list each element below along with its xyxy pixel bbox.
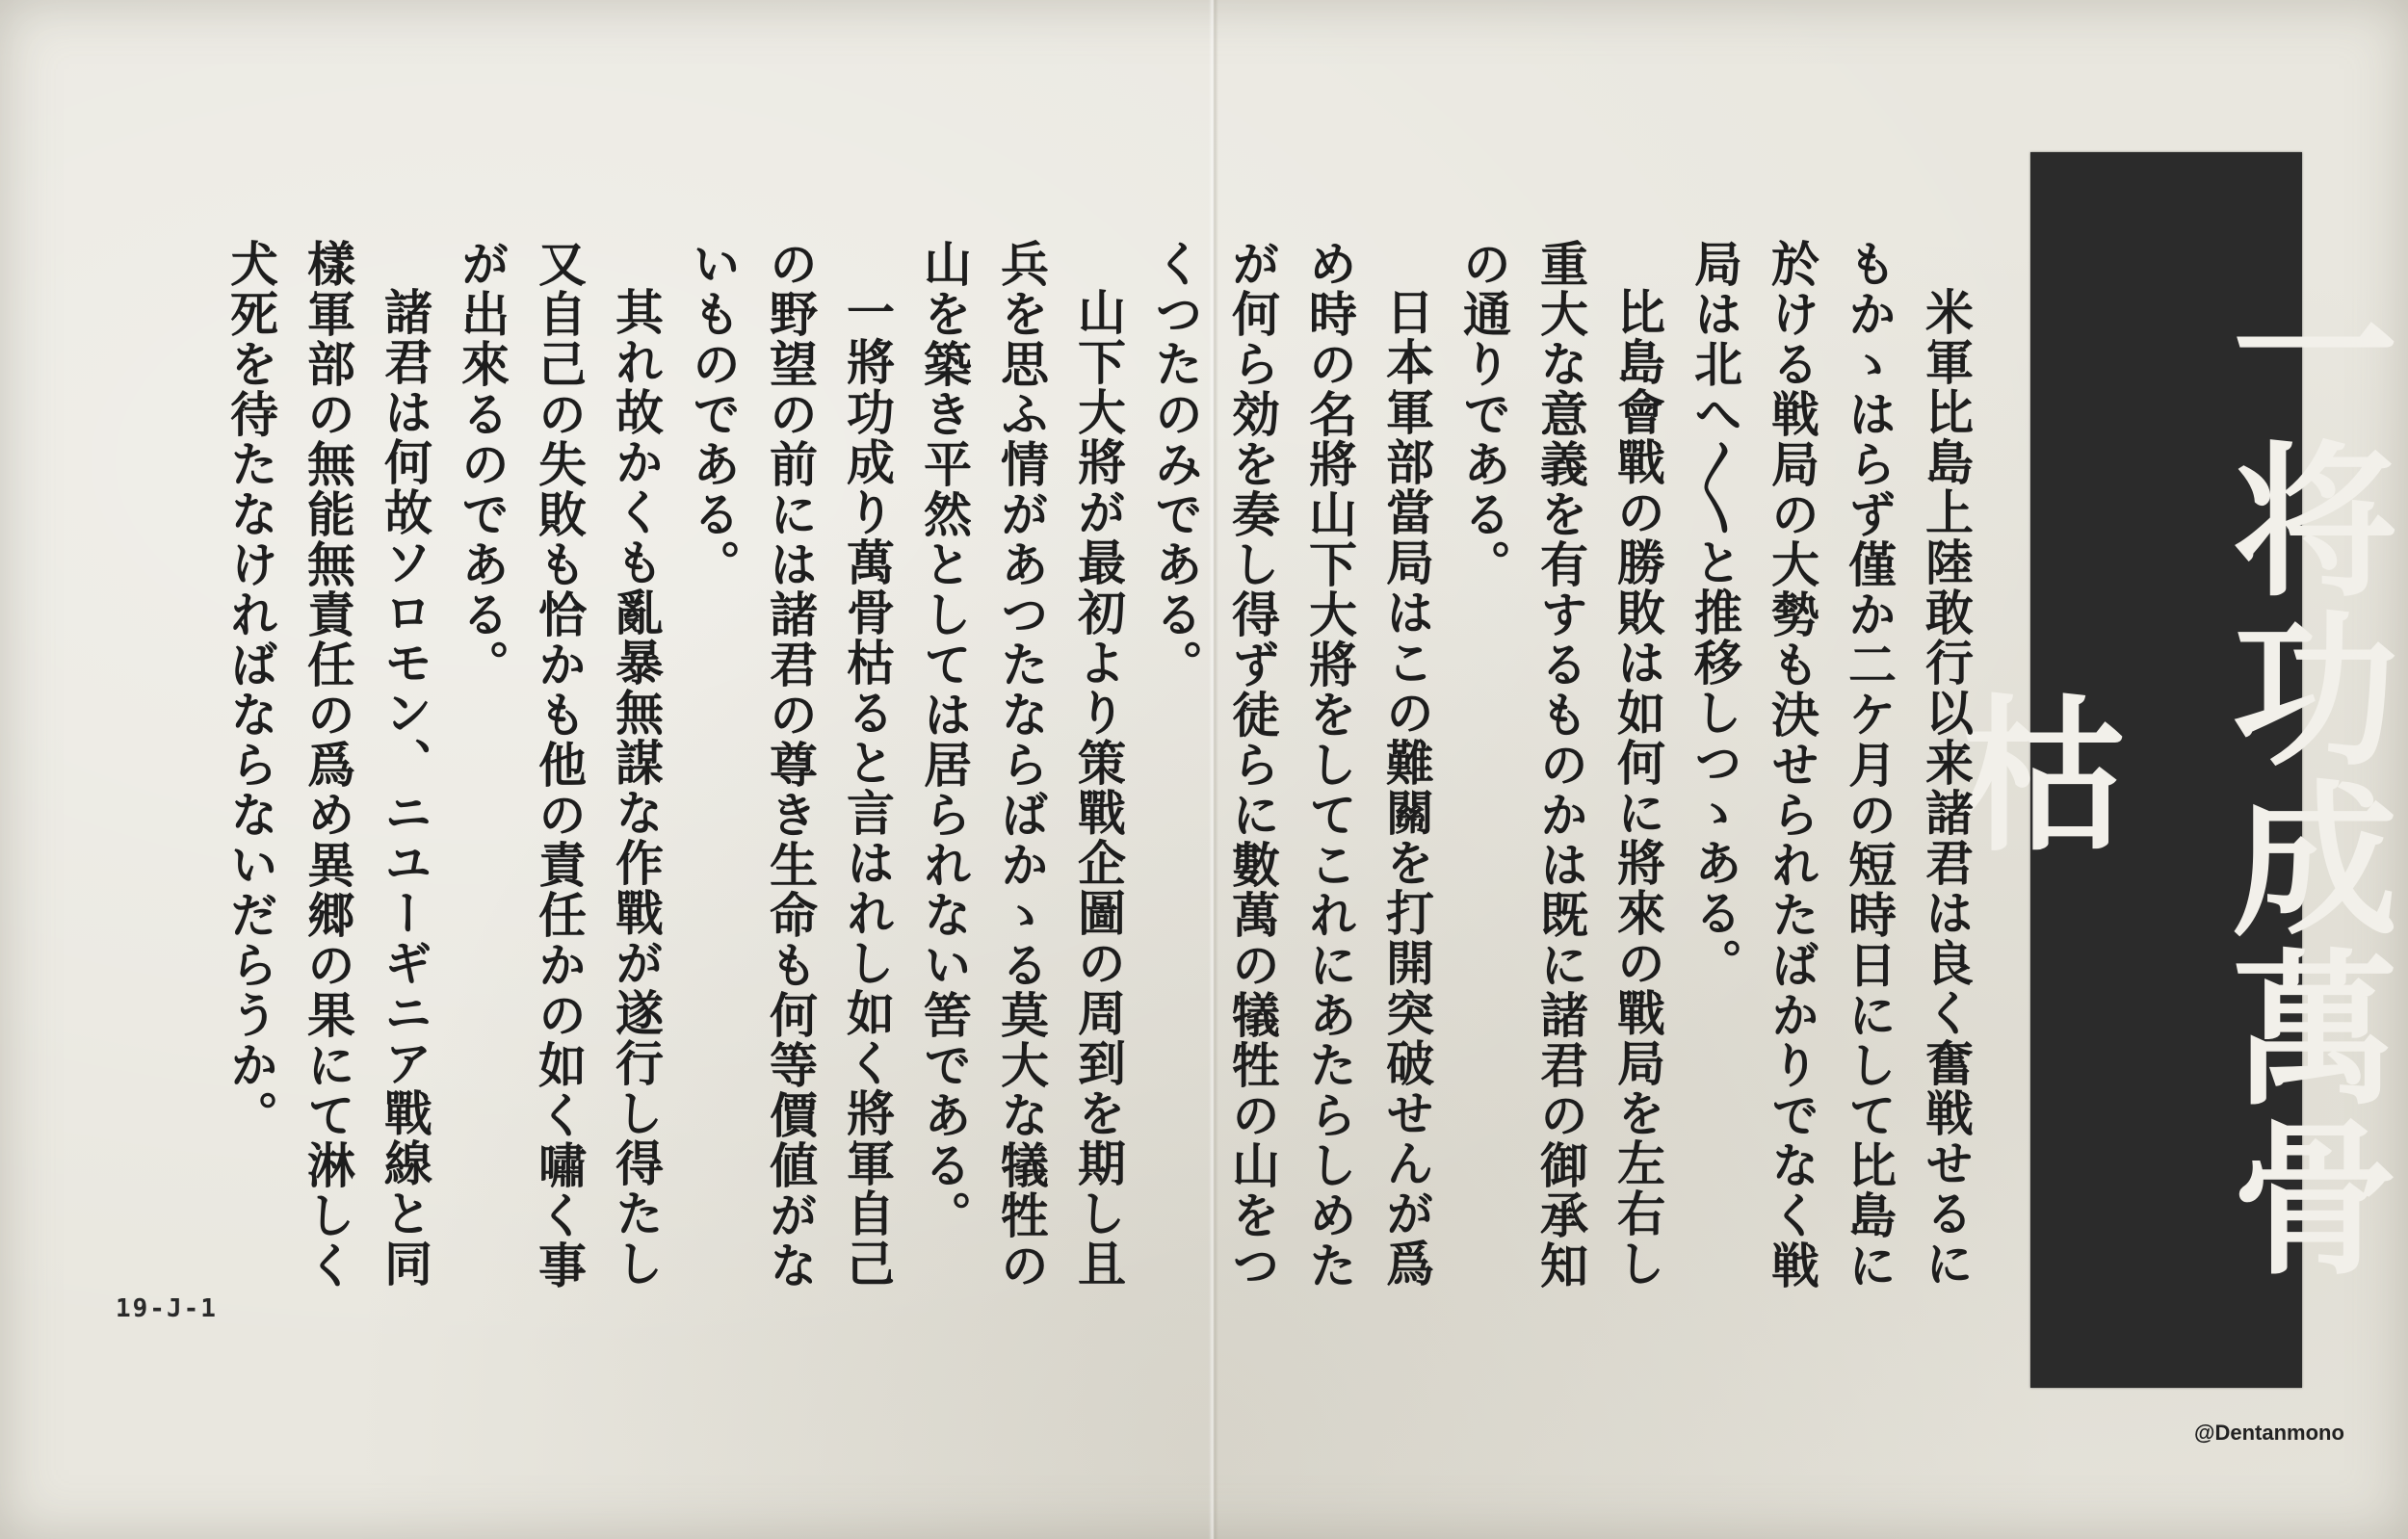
paragraph-4: 山下大將が最初より策戰企圖の周到を期し且兵を思ふ情があつたならばかゝる莫大な犠牲の山を築き平然としては居られない筈である。: [916, 239, 1126, 1291]
paragraph-1: 米軍比島上陸敢行以来諸君は良く奮戦せるにもかゝはらず僅か二ケ月の短時日にして比島に於ける戦局の大勢も決せられたばかりでなく戦局は北へ〳〵と推移しつゝある。: [1687, 239, 1974, 1291]
leaflet-title: 一将功成萬骨枯: [1933, 265, 2400, 1282]
paragraph-2: 比島會戰の勝敗は如何に將來の戰局を左右し重大な意義を有するものかは既に諸君の御承知の通りである。: [1455, 239, 1665, 1291]
leaflet-code: 19-J-1: [116, 1294, 218, 1323]
paragraph-3: 日本軍部當局はこの難關を打開突破せんが爲め時の名將山下大將をしてこれにあたらしめたが何ら効を奏し得ず徒らに數萬の犠牲の山をつくつたのみである。: [1147, 239, 1434, 1291]
paragraph-6: 其れ故かくも亂暴無謀な作戰が遂行し得たし又自己の失敗も恰かも他の責任かの如く嘯く事が出來るのである。: [454, 239, 664, 1291]
title-panel: [1933, 152, 2400, 1388]
body-text: [164, 239, 1984, 1317]
paragraph-5: 一將功成り萬骨枯ると言はれし如く將軍自己の野望の前には諸君の尊き生命も何等價値がないものである。: [685, 239, 895, 1291]
watermark: @Dentanmono: [2194, 1421, 2344, 1445]
paragraph-7: 諸君は何故ソロモン、ニユーギニア戰線と同樣軍部の無能無責任の爲め異郷の果にて淋しく犬死を待たなければならないだらうか。: [222, 239, 432, 1291]
